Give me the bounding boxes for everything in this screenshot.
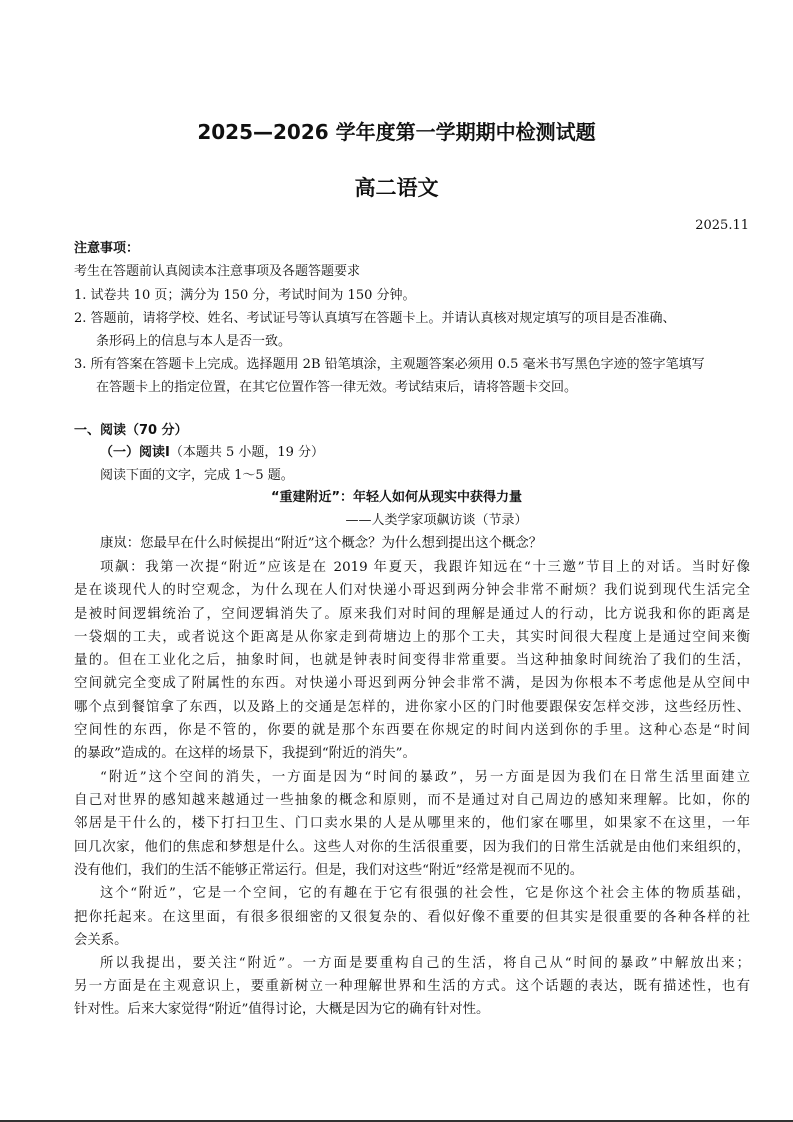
article-title: “重建附近”：年轻人如何从现实中获得力量 — [270, 490, 523, 505]
notice-item: 1. 试卷共 10 页；满分为 150 分，考试时间为 150 分钟。 — [74, 288, 416, 303]
passage-line: 另一方面是在主观意识上，要重新树立一种理解世界和生活的方式。这个话题的表达，既有描述性，也有 — [74, 979, 750, 994]
article-subtitle: ——人类学家项飙访谈（节录） — [345, 513, 528, 528]
passage-line: “附近”这个空间的消失，一方面是因为“时间的暴政”，另一方面是因为我们在日常生活里面建立 — [100, 770, 750, 785]
passage-line: 项飙：我第一次提“附近”应该是在 2019 年夏天，我跟许知远在“十三邀”节目上的对话。当时好像 — [100, 560, 750, 575]
notice-item: 2. 答题前，请将学校、姓名、考试证号等认真填写在答题卡上。并请认真核对规定填写的项目是否准确、 — [74, 311, 676, 326]
passage-line: 这个“附近”，它是一个空间，它的有趣在于它有很强的社会性，它是你这个社会主体的物质基础， — [100, 886, 750, 901]
subject-title: 高二语文 — [354, 176, 439, 200]
passage-line: 量的。但在工业化之后，抽象时间，也就是钟表时间变得非常重要。当这种抽象时间统治了我们的生活， — [74, 653, 750, 668]
notice-heading: 注意事项： — [74, 241, 140, 256]
sub-section-heading — [100, 445, 324, 461]
passage-line: 空间性的东西，你是不管的，你要的就是那个东西要在你规定的时间内送到你的手里。这种心态是“时间 — [74, 723, 750, 738]
notice-item-cont: 在答题卡上的指定位置，在其它位置作答一律无效。考试结束后，请将答题卡交回。 — [96, 380, 578, 395]
passage-line: 会关系。 — [74, 933, 128, 948]
notice-item: 3. 所有答案在答题卡上完成。选择题用 2B 铅笔填涂，主观题答案必须用 0.5 毫米书写黑色字迹的签字笔填写 — [74, 357, 705, 372]
passage-line: 把你托起来。在这里面，有很多很细密的又很复杂的、看似好像不重要的但其实是很重要的各种各样的社 — [74, 910, 750, 925]
passage-line: 没有他们，我们的生活不能够正常运行。但是，我们对这些“附近”经常是视而不见的。 — [74, 863, 584, 878]
sub-section-label: （一）阅读Ⅰ — [100, 445, 170, 460]
passage-line: 邻居是干什么的，楼下打扫卫生、门口卖水果的人是从哪里来的，他们家在哪里，如果家不在这里，一年 — [74, 816, 750, 831]
passage-line: 是在谈现代人的时空观念，为什么现在人们对快递小哥迟到两分钟会非常不耐烦？我们说到现代生活完全 — [74, 583, 750, 598]
passage-line: 的暴政”造成的。在这样的场景下，我提到“附近的消失”。 — [74, 746, 416, 761]
passage-line: 康岚：您最早在什么时候提出“附近”这个概念？为什么想到提出这个概念？ — [100, 536, 543, 551]
passage-line: 一袋烟的工夫，或者说这个距离是从你家走到荷塘边上的那个工夫，其实时间很大程度上是通过空间来衡 — [74, 630, 750, 645]
passage-line: 是被时间逻辑统治了，空间逻辑消失了。原来我们对时间的理解是通过人的行动，比方说我和你的距离是 — [74, 607, 750, 622]
notice-item-cont: 条形码上的信息与本人是否一致。 — [96, 334, 292, 349]
sub-section-note: （本题共 5 小题，19 分） — [169, 445, 325, 460]
notice-intro: 考生在答题前认真阅读本注意事项及各题答题要求 — [74, 264, 361, 279]
exam-title: 2025—2026 学年度第一学期期中检测试题 — [197, 120, 596, 144]
section-heading: 一、阅读（70 分） — [74, 423, 188, 438]
passage-line: 回几次家，他们的焦虑和梦想是什么。这些人对你的生活很重要，因为我们的日常生活就是由他们来组织的， — [74, 840, 750, 855]
passage-line: 所以我提出，要关注“附近”。一方面是要重构自己的生活，将自己从“时间的暴政”中解放出来； — [100, 956, 750, 971]
reading-instruction: 阅读下面的文字，完成 1～5 题。 — [100, 468, 294, 483]
passage-line: 空间就完全变成了附属性的东西。对快递小哥迟到两分钟会非常不满，是因为你根本不考虑他是从空间中 — [74, 676, 750, 691]
exam-date: 2025.11 — [695, 218, 749, 233]
passage-line: 针对性。后来大家觉得“附近”值得讨论，大概是因为它的确有针对性。 — [74, 1002, 490, 1017]
passage-line: 自己对世界的感知越来越通过一些抽象的概念和原则，而不是通过对自己周边的感知来理解。比如，你的 — [74, 793, 750, 808]
passage-line: 哪个点到餐馆拿了东西，以及路上的交通是怎样的，进你家小区的门时他要跟保安怎样交涉，这些经历性、 — [74, 700, 750, 715]
